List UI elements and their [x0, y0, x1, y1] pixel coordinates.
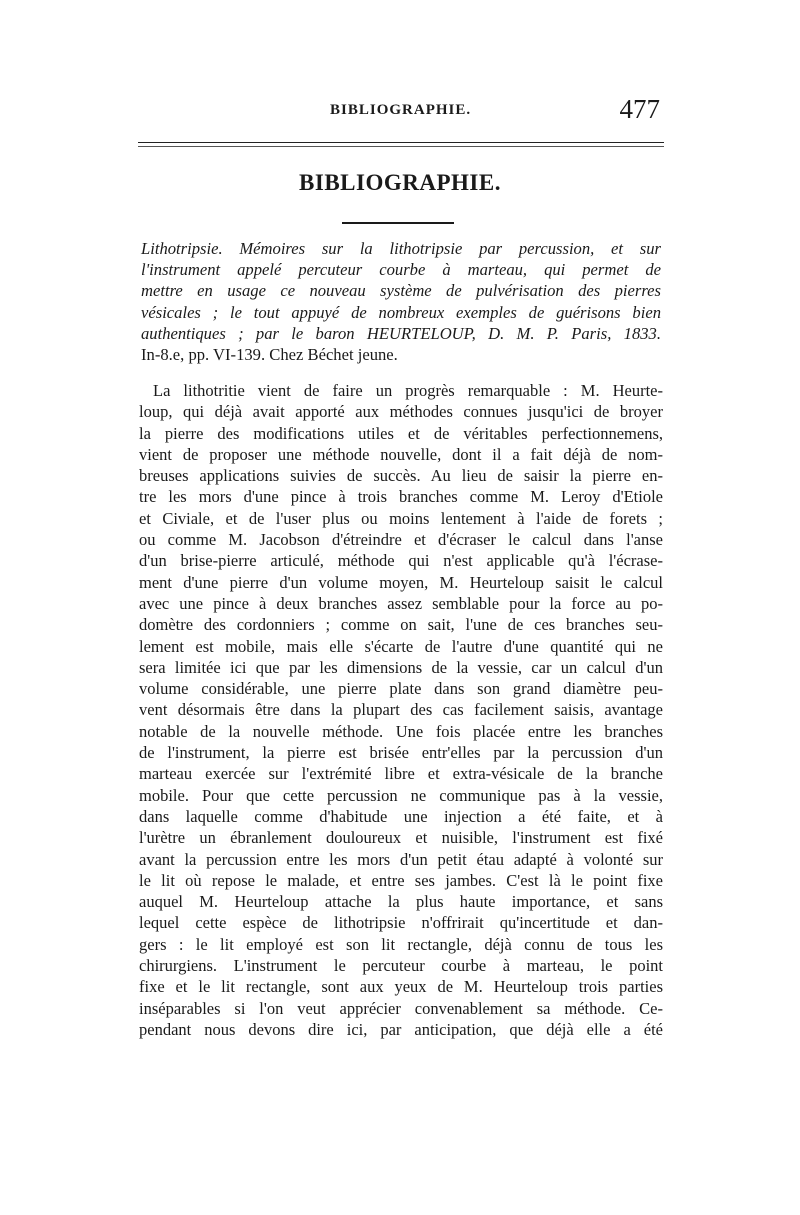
body-line: d'un brise-pierre articulé, méthode qui n'est applicable qu'à l'écrase-	[139, 551, 663, 571]
body-line: loup, qui déjà avait apporté aux méthodes connues jusqu'ici de broyer	[139, 402, 663, 422]
header-rule	[138, 142, 664, 143]
body-line: pendant nous devons dire ici, par anticipation, que déjà elle a été	[139, 1019, 663, 1039]
page-number: 477	[619, 94, 660, 124]
entry-line: l'instrument appelé percuteur courbe à marteau, qui permet de	[141, 260, 661, 280]
body-line: ou comme M. Jacobson d'étreindre et d'écraser le calcul dans l'anse	[139, 530, 663, 550]
body-line: chirurgiens. L'instrument le percuteur courbe à marteau, le point	[139, 956, 663, 976]
body-line: inséparables si l'on veut apprécier convenablement sa méthode. Ce-	[139, 998, 663, 1018]
bibliographic-entry	[141, 238, 661, 365]
body-line: notable de la nouvelle méthode. Une fois placée entre les branches	[139, 721, 663, 741]
body-line: le lit où repose le malade, et entre ses jambes. C'est là le point fixe	[139, 870, 663, 890]
body-line: vent désormais être dans la plupart des cas facilement saisis, avantage	[139, 700, 663, 720]
body-line: l'urètre un ébranlement douloureux et nuisible, l'instrument est fixé	[139, 828, 663, 848]
body-line: de l'instrument, la pierre est brisée entr'elles par la percussion d'un	[139, 743, 663, 763]
body-line: la pierre des modifications utiles et de véritables perfectionnemens,	[139, 423, 663, 443]
body-line: volume considérable, une pierre plate dans son grand diamètre peu-	[139, 679, 663, 699]
title-rule	[342, 222, 454, 224]
entry-line: authentiques ; par le baron HEURTELOUP, D. M. P. Paris, 1833.	[141, 323, 661, 343]
body-line: marteau exercée sur l'extrémité libre et extra-vésicale de la branche	[139, 764, 663, 784]
entry-line: In-8.e, pp. VI-139. Chez Béchet jeune.	[141, 344, 398, 364]
section-title: BIBLIOGRAPHIE.	[299, 170, 501, 195]
body-line: domètre des cordonniers ; comme on sait, l'une de ces branches seu-	[139, 615, 663, 635]
body-line: et Civiale, et de l'user plus ou moins lentement à l'aide de forets ;	[139, 508, 663, 528]
body-line: ment d'une pierre d'un volume moyen, M. Heurteloup saisit le calcul	[139, 572, 663, 592]
entry-line: Lithotripsie. Mémoires sur la lithotripsie par percussion, et sur	[141, 239, 661, 258]
body-line: avec une pince à deux branches assez semblable pour la force au po-	[139, 593, 663, 613]
body-line: sera limitée ici que par les dimensions de la vessie, car un calcul d'un	[139, 657, 663, 677]
body-line: dans laquelle comme d'habitude une injection a été faite, et à	[139, 806, 663, 826]
body-line: La lithotritie vient de faire un progrès remarquable : M. Heurte-	[153, 381, 663, 400]
entry-line: vésicales ; le tout appuyé de nombreux exemples de guérisons bien	[141, 302, 661, 322]
body-line: auquel M. Heurteloup attache la plus haute importance, et sans	[139, 892, 663, 912]
body-text	[139, 380, 663, 1040]
body-line: gers : le lit employé est son lit rectangle, déjà connu de tous les	[139, 934, 663, 954]
body-line: tre les mors d'une pince à trois branches comme M. Leroy d'Etiole	[139, 487, 663, 507]
body-line: lequel cette espèce de lithotripsie n'offrirait qu'incertitude et dan-	[139, 913, 663, 933]
entry-line: mettre en usage ce nouveau système de pulvérisation des pierres	[141, 281, 661, 301]
running-head-title: BIBLIOGRAPHIE.	[330, 102, 472, 118]
header-rule-secondary	[138, 146, 664, 147]
running-head	[140, 94, 660, 134]
body-line: vient de proposer une méthode nouvelle, dont il a fait déjà de nom-	[139, 444, 663, 464]
body-line: breuses applications suivies de succès. Au lieu de saisir la pierre en-	[139, 466, 663, 486]
body-line: avant la percussion entre les mors d'un petit étau adapté à volonté sur	[139, 849, 663, 869]
body-line: lement est mobile, mais elle s'écarte de l'autre d'une quantité qui ne	[139, 636, 663, 656]
body-line: mobile. Pour que cette percussion ne communique pas à la vessie,	[139, 785, 663, 805]
body-line: fixe et le lit rectangle, sont aux yeux de M. Heurteloup trois parties	[139, 977, 663, 997]
